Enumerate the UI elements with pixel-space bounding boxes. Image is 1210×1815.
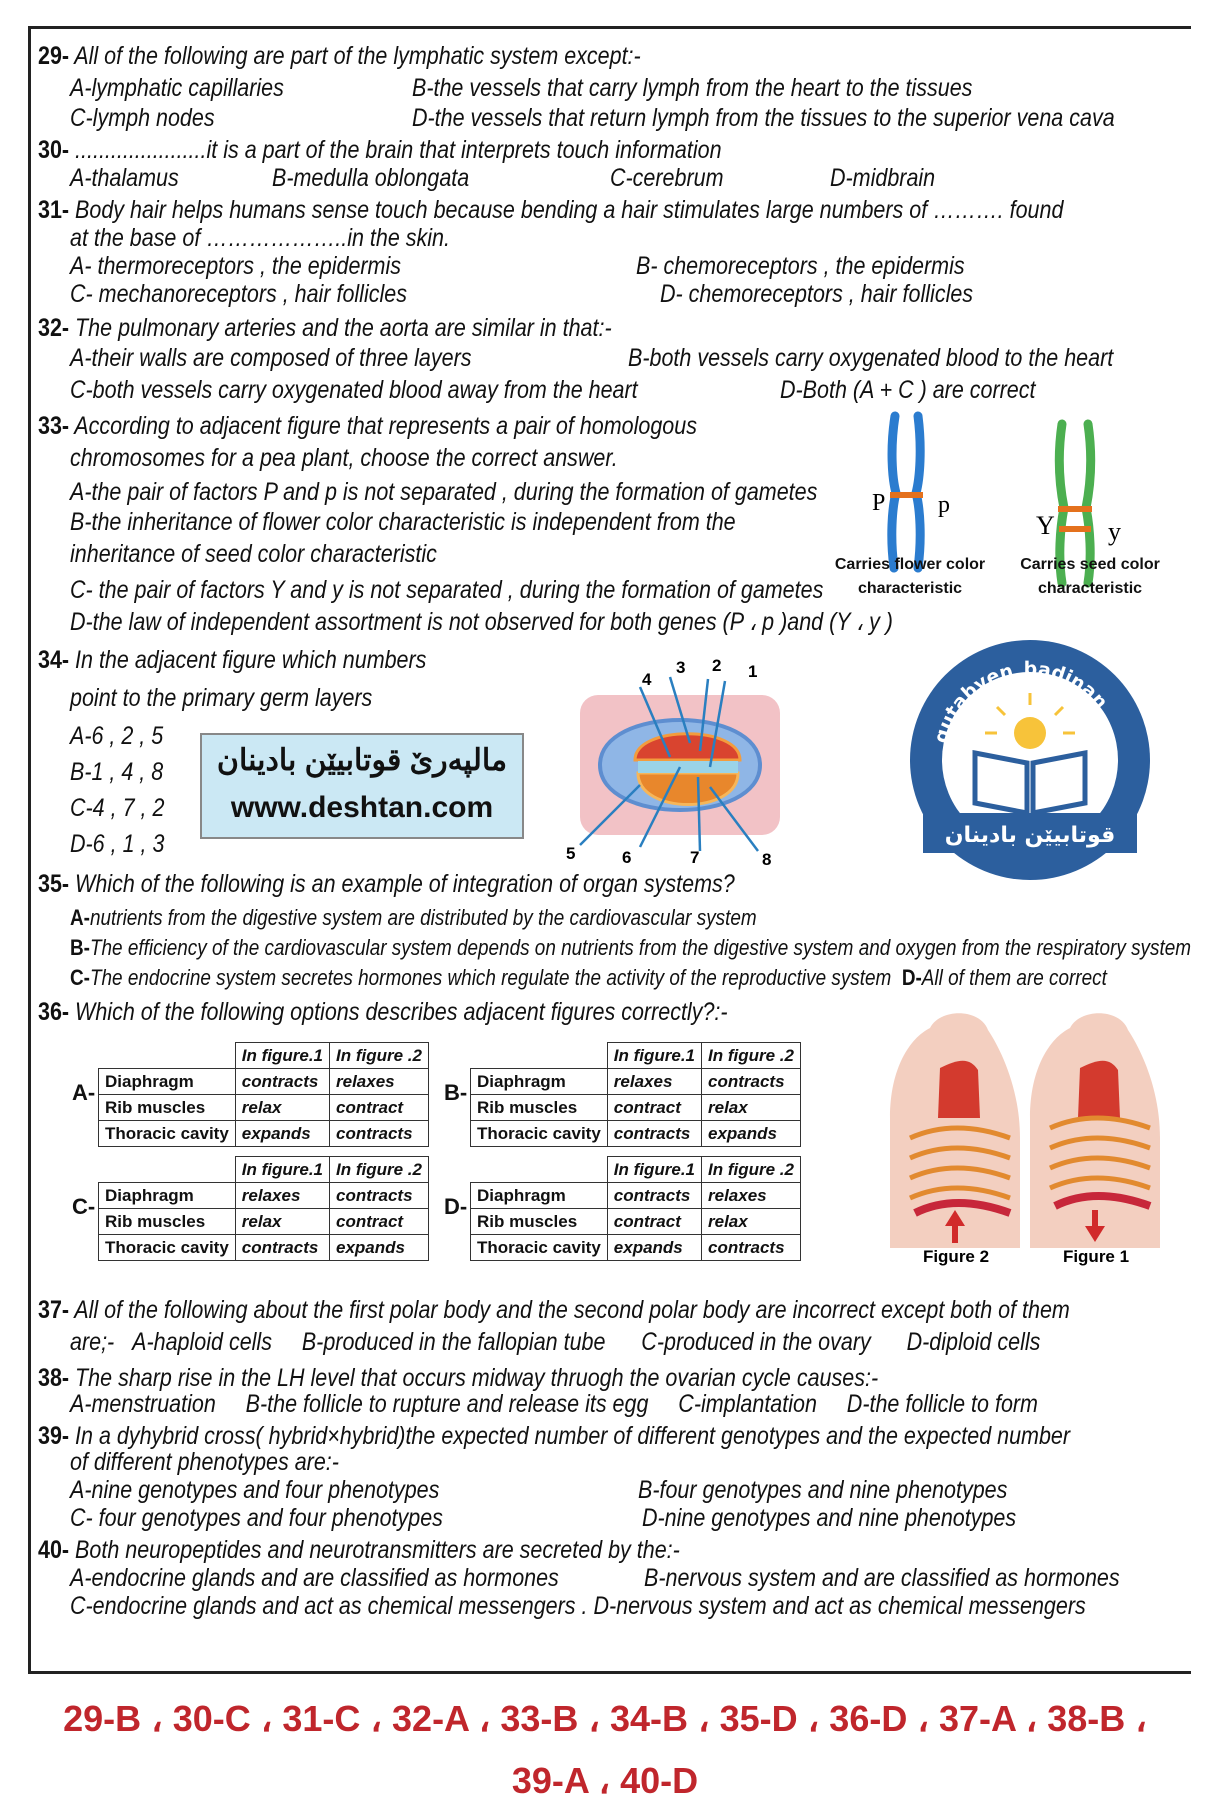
cell: contracts bbox=[702, 1235, 801, 1261]
figure-1-torso bbox=[1030, 1013, 1160, 1248]
option-text: The endocrine system secretes hormones which regulate the activity of the reproductive system bbox=[89, 965, 892, 990]
question-number: 37- bbox=[38, 1296, 70, 1324]
allele-p: p bbox=[938, 492, 950, 518]
question-40 bbox=[38, 1536, 680, 1564]
logo-top-textpath: qutabyen_badinan bbox=[929, 657, 1113, 746]
question-number: 40- bbox=[38, 1536, 70, 1564]
cell: relax bbox=[235, 1095, 329, 1121]
question-stem: ......................it is a part of the brain that interprets touch information bbox=[69, 136, 722, 164]
option-a: A-thalamus bbox=[70, 164, 179, 192]
option-d: D-diploid cells bbox=[906, 1328, 1041, 1356]
row-head: Diaphragm bbox=[99, 1069, 236, 1095]
label-5: 5 bbox=[566, 844, 576, 863]
cell: expands bbox=[330, 1235, 429, 1261]
cell: contract bbox=[330, 1209, 429, 1235]
option-c: C-lymph nodes bbox=[70, 104, 215, 132]
row-head: Rib muscles bbox=[99, 1095, 236, 1121]
cell: contract bbox=[607, 1209, 701, 1235]
question-stem-cont: of different phenotypes are:- bbox=[70, 1448, 339, 1476]
question-stem: In a dyhybrid cross( hybrid×hybrid)the expected number of different genotypes and the expected number bbox=[69, 1422, 1071, 1450]
question-stem: Which of the following options describes adjacent figures correctly?:- bbox=[69, 998, 728, 1026]
col-head: In figure.1 bbox=[235, 1043, 329, 1069]
option-b-cont: inheritance of seed color characteristic bbox=[70, 540, 437, 568]
option-a: A-the pair of factors P and p is not separated , during the formation of gametes bbox=[70, 478, 818, 506]
col-head: In figure .2 bbox=[330, 1157, 429, 1183]
table-b bbox=[470, 1042, 801, 1147]
option-c: C- four genotypes and four phenotypes bbox=[70, 1504, 443, 1532]
option-a: A-6 , 2 , 5 bbox=[70, 722, 164, 750]
cell: contract bbox=[330, 1095, 429, 1121]
col-head: In figure.1 bbox=[607, 1043, 701, 1069]
option-a: A-nine genotypes and four phenotypes bbox=[70, 1476, 440, 1504]
question-34 bbox=[38, 646, 426, 674]
option-a: A-haploid cells bbox=[132, 1328, 272, 1356]
question-39 bbox=[38, 1422, 1070, 1450]
figure-1-label: Figure 1 bbox=[1062, 1247, 1130, 1266]
question-38 bbox=[38, 1364, 878, 1392]
label-7: 7 bbox=[690, 848, 700, 867]
option-letter: B- bbox=[70, 935, 90, 960]
cell: relaxes bbox=[330, 1069, 429, 1095]
cell: relaxes bbox=[702, 1183, 801, 1209]
question-number: 36- bbox=[38, 998, 70, 1026]
allele-y: y bbox=[1108, 517, 1121, 546]
option-letter: C- bbox=[70, 965, 90, 990]
cell: expands bbox=[702, 1121, 801, 1147]
option-c: C-4 , 7 , 2 bbox=[70, 794, 165, 822]
option-b: B- chemoreceptors , the epidermis bbox=[636, 252, 965, 280]
question-number: 35- bbox=[38, 870, 70, 898]
option-b: B-medulla oblongata bbox=[272, 164, 470, 192]
label-8: 8 bbox=[762, 850, 772, 869]
allele-P: P bbox=[872, 490, 886, 516]
flower-color-caption bbox=[830, 556, 990, 598]
cell: relaxes bbox=[607, 1069, 701, 1095]
question-40-cd bbox=[70, 1592, 1086, 1620]
option-b: B-both vessels carry oxygenated blood to the heart bbox=[628, 344, 1114, 372]
table-b-label: B- bbox=[444, 1080, 468, 1105]
option-d: D-the vessels that return lymph from the tissues to the superior vena cava bbox=[412, 104, 1115, 132]
table-a-label: A- bbox=[72, 1080, 96, 1105]
cell: relax bbox=[702, 1095, 801, 1121]
question-stem: Body hair helps humans sense touch because bending a hair stimulates large numbers of ………. found bbox=[69, 196, 1064, 224]
caption-line: characteristic bbox=[1037, 580, 1143, 597]
cell: expands bbox=[607, 1235, 701, 1261]
answer-key-line-2: 39-A ، 40-D bbox=[511, 1760, 699, 1801]
answer-key-line-1: 29-B ، 30-C ، 31-C ، 32-A ، 33-B ، 34-B ، 35-D ، 36-D ، 37-A ، 38-B ، bbox=[63, 1698, 1147, 1739]
row-head: Rib muscles bbox=[471, 1095, 608, 1121]
option-a: A-endocrine glands and are classified as hormones bbox=[70, 1564, 559, 1592]
cell: relax bbox=[235, 1209, 329, 1235]
table-a bbox=[98, 1042, 429, 1147]
question-37 bbox=[38, 1296, 1070, 1324]
cell: expands bbox=[235, 1121, 329, 1147]
caption-line: characteristic bbox=[857, 580, 963, 597]
row-head: Thoracic cavity bbox=[99, 1235, 236, 1261]
option-letter: D- bbox=[901, 965, 922, 990]
question-30 bbox=[38, 136, 722, 164]
cell: contracts bbox=[607, 1121, 701, 1147]
question-31 bbox=[38, 196, 1063, 224]
option-a: A-their walls are composed of three layers bbox=[70, 344, 472, 372]
col-head: In figure .2 bbox=[702, 1043, 801, 1069]
logo-bottom-text: قوتابیێن بادینان bbox=[944, 823, 1116, 848]
option-a: A-menstruation bbox=[70, 1390, 216, 1418]
label-1: 1 bbox=[748, 662, 758, 681]
col-head: In figure .2 bbox=[330, 1043, 429, 1069]
cell: relax bbox=[702, 1209, 801, 1235]
option-d: D-midbrain bbox=[830, 164, 936, 192]
option-c: C-both vessels carry oxygenated blood away from the heart bbox=[70, 376, 638, 404]
cell: contracts bbox=[607, 1183, 701, 1209]
option-b: B-produced in the fallopian tube bbox=[301, 1328, 606, 1356]
option-b bbox=[70, 934, 1191, 962]
question-stem: The pulmonary arteries and the aorta are similar in that:- bbox=[69, 314, 612, 342]
option-c: C-implantation bbox=[678, 1390, 817, 1418]
row-head: Rib muscles bbox=[471, 1209, 608, 1235]
option-d: D-the law of independent assortment is not observed for both genes (P ، p )and (Y ، y ) bbox=[70, 608, 893, 636]
question-number: 38- bbox=[38, 1364, 70, 1392]
watermark-url: www.deshtan.com bbox=[230, 791, 494, 824]
question-number: 31- bbox=[38, 196, 70, 224]
watermark-arabic: مالپەرێ قوتابیێن بادینان bbox=[216, 744, 508, 777]
col-head: In figure.1 bbox=[235, 1157, 329, 1183]
label-6: 6 bbox=[622, 848, 632, 867]
option-c: C- the pair of factors Y and y is not separated , during the formation of gametes bbox=[70, 576, 824, 604]
label-3: 3 bbox=[676, 658, 686, 677]
row-head: Diaphragm bbox=[471, 1069, 608, 1095]
question-stem: All of the following about the first polar body and the second polar body are incorrect except both of them bbox=[69, 1296, 1070, 1324]
option-d: D- chemoreceptors , hair follicles bbox=[660, 280, 974, 308]
caption-line: Carries flower color bbox=[834, 556, 986, 573]
col-head: In figure .2 bbox=[702, 1157, 801, 1183]
option-c: C-endocrine glands and act as chemical messengers . bbox=[70, 1592, 588, 1620]
question-stem-cont: are;- bbox=[70, 1328, 115, 1356]
option-c: C- mechanoreceptors , hair follicles bbox=[70, 280, 407, 308]
option-text: The efficiency of the cardiovascular system depends on nutrients from the digestive system and oxygen from the respiratory system bbox=[89, 935, 1191, 960]
cell: relaxes bbox=[235, 1183, 329, 1209]
row-head: Thoracic cavity bbox=[471, 1235, 608, 1261]
question-stem: According to adjacent figure that represents a pair of homologous bbox=[69, 412, 697, 440]
question-stem: Which of the following is an example of integration of organ systems? bbox=[69, 870, 735, 898]
question-29 bbox=[38, 42, 641, 70]
question-38-options bbox=[70, 1390, 1038, 1418]
option-c bbox=[70, 964, 1107, 992]
caption-line: Carries seed color bbox=[1020, 556, 1160, 573]
question-37-options bbox=[70, 1328, 1040, 1356]
option-c: C-produced in the ovary bbox=[641, 1328, 871, 1356]
row-head: Thoracic cavity bbox=[471, 1121, 608, 1147]
question-stem: The sharp rise in the LH level that occurs midway thruogh the ovarian cycle causes:- bbox=[69, 1364, 879, 1392]
option-text: nutrients from the digestive system are distributed by the cardiovascular system bbox=[89, 905, 757, 930]
breathing-figures bbox=[870, 998, 1170, 1268]
table-d bbox=[470, 1156, 801, 1261]
seed-color-caption bbox=[1010, 556, 1170, 598]
question-32 bbox=[38, 314, 612, 342]
figure-2-label: Figure 2 bbox=[922, 1247, 990, 1266]
option-b: B-nervous system and are classified as hormones bbox=[644, 1564, 1120, 1592]
option-a: A- thermoreceptors , the epidermis bbox=[70, 252, 402, 280]
question-stem-cont: at the base of ………………..in the skin. bbox=[70, 224, 450, 252]
question-number: 33- bbox=[38, 412, 70, 440]
question-stem-cont: chromosomes for a pea plant, choose the correct answer. bbox=[70, 444, 618, 472]
option-b: B-1 , 4 , 8 bbox=[70, 758, 164, 786]
option-b: B-the inheritance of flower color characteristic is independent from the bbox=[70, 508, 736, 536]
option-c: C-cerebrum bbox=[610, 164, 724, 192]
allele-Y: Y bbox=[1036, 511, 1055, 540]
question-number: 32- bbox=[38, 314, 70, 342]
question-stem: All of the following are part of the lymphatic system except:- bbox=[69, 42, 641, 70]
table-c bbox=[98, 1156, 429, 1261]
cell: contracts bbox=[702, 1069, 801, 1095]
table-d-label: D- bbox=[444, 1194, 468, 1219]
question-number: 34- bbox=[38, 646, 70, 674]
figure-2-torso bbox=[890, 1013, 1020, 1248]
cell: contracts bbox=[235, 1069, 329, 1095]
label-2: 2 bbox=[712, 656, 722, 675]
question-stem: Both neuropeptides and neurotransmitters are secreted by the:- bbox=[69, 1536, 680, 1564]
option-d: D-6 , 1 , 3 bbox=[70, 830, 165, 858]
option-b: B-the follicle to rupture and release its egg bbox=[245, 1390, 649, 1418]
cell: contract bbox=[607, 1095, 701, 1121]
label-4: 4 bbox=[642, 670, 652, 689]
question-number: 29- bbox=[38, 42, 70, 70]
option-a: A-lymphatic capillaries bbox=[70, 74, 284, 102]
row-head: Diaphragm bbox=[471, 1183, 608, 1209]
row-head: Thoracic cavity bbox=[99, 1121, 236, 1147]
question-stem: In the adjacent figure which numbers bbox=[69, 646, 427, 674]
cell: contracts bbox=[330, 1121, 429, 1147]
option-d: D-Both (A + C ) are correct bbox=[780, 376, 1036, 404]
question-33 bbox=[38, 412, 697, 440]
question-number: 30- bbox=[38, 136, 70, 164]
watermark-box bbox=[200, 733, 524, 839]
option-b: B-the vessels that carry lymph from the heart to the tissues bbox=[412, 74, 973, 102]
option-letter: A- bbox=[70, 905, 90, 930]
row-head: Diaphragm bbox=[99, 1183, 236, 1209]
question-36 bbox=[38, 998, 728, 1026]
table-c-label: C- bbox=[72, 1194, 96, 1219]
option-d: D-nine genotypes and nine phenotypes bbox=[642, 1504, 1017, 1532]
question-stem-cont: point to the primary germ layers bbox=[70, 684, 373, 712]
embryo-figure bbox=[560, 655, 800, 870]
row-head: Rib muscles bbox=[99, 1209, 236, 1235]
option-text: All of them are correct bbox=[921, 965, 1107, 990]
cell: contracts bbox=[235, 1235, 329, 1261]
option-d: D-nervous system and act as chemical messengers bbox=[593, 1592, 1086, 1620]
option-d: D-the follicle to form bbox=[846, 1390, 1038, 1418]
cell: contracts bbox=[330, 1183, 429, 1209]
option-b: B-four genotypes and nine phenotypes bbox=[638, 1476, 1008, 1504]
chromosome-pair-flower bbox=[890, 416, 923, 568]
question-number: 39- bbox=[38, 1422, 70, 1450]
col-head: In figure.1 bbox=[607, 1157, 701, 1183]
option-a bbox=[70, 904, 757, 932]
qutabyen-badinan-logo bbox=[905, 635, 1155, 885]
question-35 bbox=[38, 870, 735, 898]
